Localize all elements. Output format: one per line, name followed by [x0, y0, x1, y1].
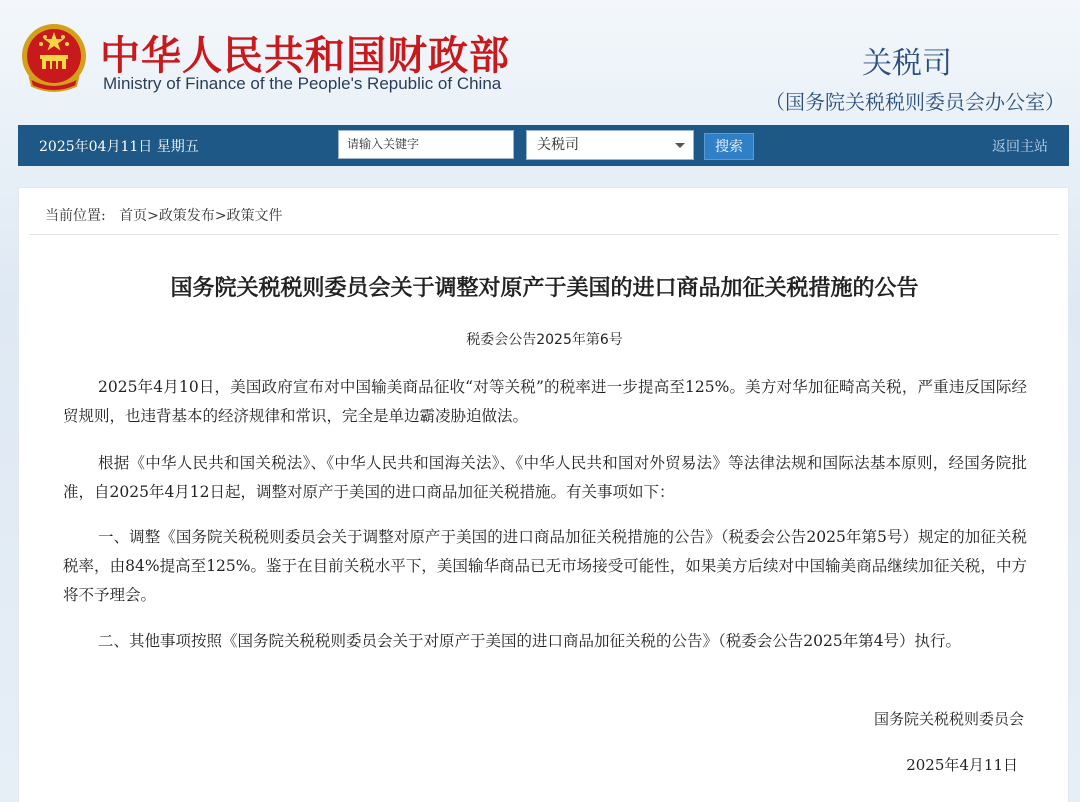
- section-select[interactable]: [526, 130, 694, 160]
- signature: 国务院关税税则委员会: [873, 710, 1024, 728]
- search-input[interactable]: 请输入关键字: [338, 130, 514, 159]
- site-header: [0, 0, 1080, 122]
- paragraph: 2025年4月10日，美国政府宣布对中国输美商品征收“对等关税”的税率进一步提高至125%。美方对华加征畸高关税，严重违反国际经贸规则，也违背基本的经济规律和常识，完全是单边霸凌胁迫做法。: [63, 378, 1027, 425]
- document-number: 税委会公告2025年第6号: [466, 332, 623, 348]
- breadcrumb-home[interactable]: 首页: [119, 208, 148, 224]
- breadcrumb-prefix: 当前位置:: [45, 208, 106, 224]
- home-link[interactable]: 返回主站: [992, 139, 1048, 155]
- search-button[interactable]: 搜索: [704, 133, 754, 160]
- breadcrumb-policy-release[interactable]: 政策发布: [158, 208, 215, 224]
- department-subtitle: （国务院关税税则委员会办公室）: [765, 90, 1065, 114]
- ministry-name-cn: 中华人民共和国财政部: [100, 33, 510, 79]
- paragraph: 一、调整《国务院关税税则委员会关于调整对原产于美国的进口商品加征关税措施的公告》（税委会公告2025年第5号）规定的加征关税税率，由84%提高至125%。鉴于在目前关税水平下，美国输华商品已无市场接受可能性，如果美方后续对中国输美商品继续加征关税，中方将不予理会。: [63, 528, 1027, 604]
- nav-bar: [18, 125, 1069, 166]
- article-panel: [18, 187, 1069, 802]
- chevron-down-icon: [675, 143, 685, 148]
- document-title: 国务院关税税则委员会关于调整对原产于美国的进口商品加征关税措施的公告: [170, 276, 919, 301]
- breadcrumb-policy-documents[interactable]: 政策文件: [226, 208, 283, 224]
- breadcrumb: 当前位置: 首页>政策发布>政策文件: [45, 208, 283, 224]
- paragraph: 根据《中华人民共和国关税法》、《中华人民共和国海关法》、《中华人民共和国对外贸易法》等法律法规和国际法基本原则，经国务院批准，自2025年4月12日起，调整对原产于美国的进口商品加征关税措施。有关事项如下：: [63, 454, 1027, 501]
- section-select-value: 关税司: [537, 137, 579, 153]
- divider: [29, 234, 1059, 235]
- ministry-name-en: Ministry of Finance of the People's Republic of China: [103, 74, 502, 93]
- paragraph: 二、其他事项按照《国务院关税税则委员会关于对原产于美国的进口商品加征关税的公告》（税委会公告2025年第4号）执行。: [98, 632, 962, 650]
- signature-date: 2025年4月11日: [906, 756, 1018, 774]
- current-date: 2025年04月11日 星期五: [39, 139, 199, 155]
- department-title: 关税司: [862, 46, 952, 81]
- national-emblem-icon: [20, 22, 88, 94]
